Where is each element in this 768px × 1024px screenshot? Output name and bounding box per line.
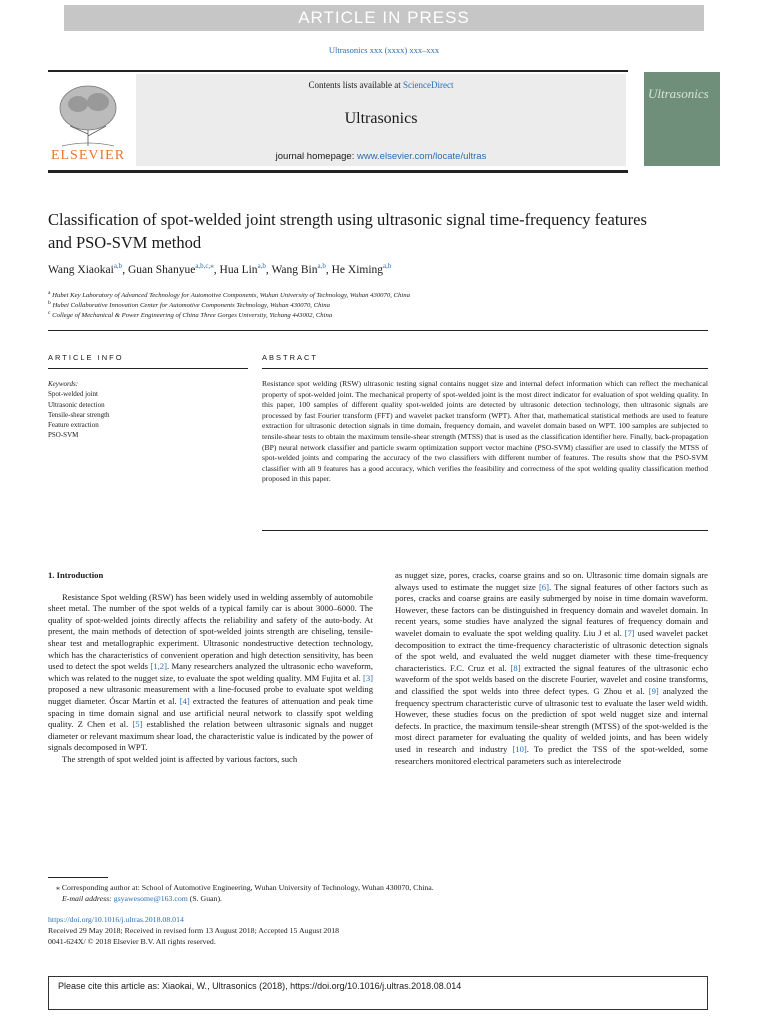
header-bottom-rule (48, 170, 628, 173)
section-heading: 1. Introduction (48, 570, 104, 580)
journal-homepage (136, 151, 626, 162)
abstract-rule (262, 368, 708, 369)
citation-text: Please cite this article as: Xiaokai, W., Ultrasonics (2018), https://doi.org/10.1016/j.ultras.2018.08.014 (58, 981, 462, 991)
body-text-run: used wavelet packet decomposition to extract the time-frequency characteristic of ultrasonic detection signals of the spot weld, and evaluated the weld nugget diameter with these time-frequency characteristics. F.C. Cruz et al. (395, 627, 708, 673)
body-paragraph: The strength of spot welded joint is affected by various factors, such (62, 753, 298, 764)
contents-prefix: Contents lists available at (308, 80, 403, 90)
citation-ref-link[interactable]: [9] (648, 685, 659, 696)
homepage-prefix: journal homepage: (275, 151, 357, 162)
author-affil-marker: a,b (383, 262, 392, 270)
body-text-run: extracted the features of attenuation and peak time spacing in time domain signal and use artificial neural network to classify spot welding quality. Z Chen et al. (48, 695, 373, 730)
footnote (48, 882, 708, 904)
keywords-block (48, 379, 248, 441)
author-name[interactable]: Guan Shanyue (127, 263, 196, 276)
citation-ref-link[interactable]: [3] (362, 672, 373, 683)
article-info-heading: ARTICLE INFO (48, 353, 124, 362)
email-link[interactable]: gsyawesome@163.com (113, 894, 188, 903)
contents-line (136, 80, 626, 90)
journal-reference-link[interactable]: Ultrasonics xxx (xxxx) xxx–xxx (328, 45, 440, 55)
author-name[interactable]: Hua Lin (219, 263, 258, 276)
footnote-rule (48, 877, 108, 878)
body-text-run: . The signal features of other factors such as pores, cracks and coarse grains are easily submerged by noise in time domain waveform. However, these factors can be distinguished in frequency domain and wavelet domain. In recent years, some studies have analyzed the signal features of frequency domain and wavelet domain to evaluate the spot welding quality. Liu J et al. (395, 581, 708, 638)
elsevier-wordmark: ELSEVIER (50, 148, 126, 163)
citation-ref-link[interactable]: [8] (510, 662, 521, 673)
author-list: Wang Xiaokai$^{a,b}$, Guan Shanyue$^{a,b,c,⁎}$, Hua Lin$^{a,b}$, Wang Bin$^{a,b}$, He Ximing$^{a,b}$ (48, 262, 392, 276)
keyword-item: Feature extraction (48, 421, 99, 430)
keyword-item: Ultrasonic detection (48, 400, 105, 409)
publication-info (48, 914, 708, 947)
sciencedirect-link[interactable]: ScienceDirect (403, 80, 454, 90)
body-text-run: as nugget size, pores, cracks, coarse grains and so on. Ultrasonic time domain signals are always used to estimate the nugget size (395, 570, 708, 592)
body-paragraph (395, 570, 708, 767)
article-in-press-banner: ARTICLE IN PRESS (64, 5, 704, 31)
copyright-line: 0041-624X/ © 2018 Elsevier B.V. All rights reserved. (48, 937, 216, 946)
keyword-item: Tensile-shear strength (48, 410, 110, 419)
affiliation (48, 300, 330, 309)
body-text-run: analyzed the frequency spectrum characteristic curve of ultrasonic test to evaluate the laser weld width. However, these studies focus on the prediction of spot weld nugget size and internal defects. In practice, the maximum tensile-shear strength (MTSS) of the spot-welded is the most direct parameter for evaluating the quality of welded joints, and has been widely used in research and industry (395, 685, 708, 754)
publication-dates: Received 29 May 2018; Received in revised form 13 August 2018; Accepted 15 August 2018 (48, 926, 340, 935)
citation-ref-link[interactable]: [7] (624, 627, 635, 638)
cover-title: Ultrasonics (648, 86, 709, 101)
citation-ref-link[interactable]: [10] (512, 743, 527, 754)
affiliation-text: Hubei Key Laboratory of Advanced Technology for Automotive Components, Wuhan University of Technology, Wuhan 430070, China (52, 292, 410, 300)
affiliation-marker: a (48, 290, 51, 296)
citation-ref-link[interactable]: [5] (132, 719, 143, 730)
affiliation (48, 310, 332, 319)
body-text-run: . To predict the TSS of the spot-welded, some researchers monitored electrical parameters such as interelectrode (395, 743, 708, 766)
corresponding-author-note: ⁎ Corresponding author at: School of Automotive Engineering, Wuhan University of Technology, Wuhan 430070, China. (56, 883, 434, 892)
affiliation-text: College of Mechanical & Power Engineering of China Three Gorges University, Yichang 443002, China (52, 312, 333, 320)
abstract-heading: ABSTRACT (262, 353, 319, 362)
doi-link[interactable]: https://doi.org/10.1016/j.ultras.2018.08.014 (48, 915, 184, 924)
section-divider (48, 330, 708, 331)
abstract-bottom-rule (262, 530, 708, 531)
journal-name: Ultrasonics (344, 110, 418, 127)
header-top-rule (48, 70, 628, 72)
author-affil-marker: a,b,c,⁎ (195, 262, 214, 270)
affiliation (48, 290, 410, 299)
article-info-rule (48, 368, 248, 369)
body-text-run: extracted the signal features of the ultrasonic echo waveform of the spot welds based on the discrete Fourier, wavelet and cosine transforms, and classified the spot welds into three defect types. G Zhou et al. (395, 662, 708, 696)
email-suffix: (S. Guan). (187, 894, 222, 903)
affiliation-marker: c (48, 310, 51, 316)
citation-ref-link[interactable]: [6] (538, 581, 549, 592)
affiliation-text: Hubei Collaborative Innovation Center for Automotive Components Technology, Wuhan 430070, China (52, 302, 330, 310)
author-name[interactable]: He Ximing (331, 263, 384, 276)
author-name[interactable]: Wang Xiaokai (48, 263, 114, 276)
citation-ref-link[interactable]: [4] (179, 695, 190, 706)
abstract-text: Resistance spot welding (RSW) ultrasonic testing signal contains nugget size and internal defect information which can reflect the mechanical property of spot-welded joint. The mechanical property of spot-welded joint is the most direct indicator for evaluation of spot welding quality. In this paper, 100 samples of different quality spot-welded joints are detected by ultrasonic detection technology, then ultrasonic signals are processed by fast Fourier transform (FFT) and wavelet packet transform (WPT). After that, mathematical statistical methods are used to feature extraction for ultrasonic detection signals in time domain, frequency domain, and wavelet domain based on WPT. 100 samples are subjected to tensile-shear tests to obtain the maximum tensile-shear strength (MTSS) that is used as the classification identifier here. Finally, back-propagation (BP) neural network classifier and particle swarm optimization support vector machine (PSO-SVM) classifier are used to classify the MTSS of spot-welded joints and comparing the accuracy of the two classifiers with different number of features. The results show that the PSO-SVM classifier with all 9 features has a good accuracy, which verifies the feasibility and correctness of the spot welding quality classification method proposed in this paper. (262, 379, 708, 484)
author-affil-marker: a,b (113, 262, 123, 270)
keyword-item: PSO-SVM (48, 431, 79, 440)
body-paragraph (48, 592, 373, 754)
email-line (48, 893, 708, 904)
email-label: E-mail address: (62, 894, 114, 903)
body-column-left (48, 570, 373, 766)
body-text-run: Resistance Spot welding (RSW) has been widely used in welding assembly of automobile sheet metal. The number of the spot welds of a typical family car is about 3000–6000. The quality of spot-welded joints directly affects the reliability and safety of the auto-body. At present, the main methods of detection of spot-welded joints strength are chiseling, tensile-shear test and metallographic experiment. Ultrasonic nondestructive detection technology, which has the characteristics of convenient operation and high detection sensitivity, has been used to detect the spot welds (48, 591, 373, 672)
author-affil-marker: a,b (257, 262, 266, 270)
body-text-run: . Many researchers analyzed the ultrasonic echo waveform, which was related to the nugget size, to evaluate the spot welding quality. MM Fujita et al. (48, 661, 373, 683)
keywords-label: Keywords: (48, 380, 79, 388)
article-title: Classification of spot-welded joint strength using ultrasonic signal time-frequency features and PSO-SVM method (48, 210, 647, 252)
affiliation-marker: b (48, 300, 51, 306)
author-affil-marker: a,b (317, 262, 326, 270)
keyword-item: Spot-welded joint (48, 390, 98, 399)
body-text-run: established the relation between ultrasonic signals and nugget diameter or relevant maximum shear load, the characteristic value is indicated by the power of signals decomposed in WPT. (48, 719, 373, 753)
homepage-url-link[interactable]: www.elsevier.com/locate/ultras (356, 151, 487, 162)
citation-box (48, 976, 708, 1010)
journal-cover-thumbnail (644, 72, 720, 166)
body-text-run: proposed a new ultrasonic measurement with a line-focused probe to evaluate spot welding nugget diameter. Óscar Martín et al. (48, 684, 373, 706)
author-name[interactable]: Wang Bin (271, 263, 318, 276)
body-column-right (395, 570, 708, 767)
citation-ref-link[interactable]: [1,2] (150, 661, 167, 672)
